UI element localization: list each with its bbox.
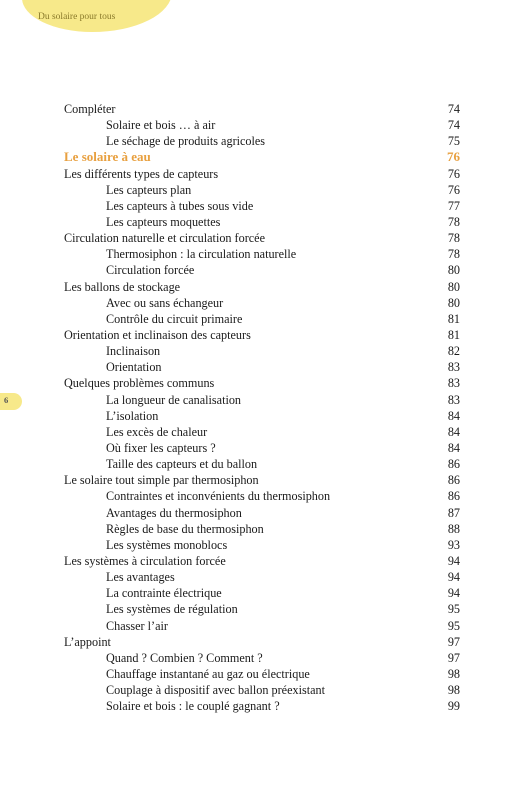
- toc-entry-page: 77: [447, 198, 460, 213]
- toc-entry-title: L’isolation: [106, 408, 159, 423]
- toc-entry-title: Compléter: [64, 102, 116, 116]
- toc-entry: [64, 359, 460, 375]
- toc-entry-page: 80: [447, 263, 460, 278]
- toc-entry: [64, 618, 460, 634]
- toc-entry-page: 81: [447, 311, 460, 326]
- toc-entry-title: Règles de base du thermosiphon: [106, 521, 264, 536]
- toc-entry-page: 97: [447, 634, 460, 649]
- toc-entry-page: 74: [447, 102, 460, 116]
- toc-entry-page: 86: [447, 457, 460, 472]
- toc-entry-title: Solaire et bois : le couplé gagnant ?: [106, 699, 280, 714]
- toc-entry-title: Le solaire à eau: [64, 149, 151, 165]
- toc-entry: [64, 408, 460, 424]
- toc-entry: [64, 392, 460, 408]
- toc-entry: [64, 585, 460, 601]
- toc-entry: [64, 472, 460, 488]
- toc-entry-page: 81: [447, 327, 460, 342]
- toc-entry: [64, 343, 460, 359]
- toc-entry-title: Quelques problèmes communs: [64, 376, 215, 391]
- toc-entry: [64, 424, 460, 440]
- toc-entry-page: 74: [447, 118, 460, 133]
- toc-entry-page: 84: [447, 424, 460, 439]
- toc-entry-page: 83: [447, 376, 460, 391]
- toc-entry-page: 94: [447, 586, 460, 601]
- toc-entry: [64, 295, 460, 311]
- toc-entry-title: Orientation: [106, 360, 162, 375]
- toc-entry-page: 86: [447, 473, 460, 488]
- toc-entry-title: Inclinaison: [106, 344, 161, 359]
- toc-entry: [64, 601, 460, 617]
- toc-entry: [64, 537, 460, 553]
- toc-entry-page: 84: [447, 440, 460, 455]
- toc-entry: [64, 505, 460, 521]
- toc-entry-page: 80: [447, 295, 460, 310]
- toc-entry: [64, 230, 460, 246]
- toc-entry-title: Avantages du thermosiphon: [106, 505, 242, 520]
- toc-entry: [64, 666, 460, 682]
- toc-entry-title: Le solaire tout simple par thermosiphon: [64, 473, 259, 488]
- toc-entry-title: Taille des capteurs et du ballon: [106, 457, 258, 472]
- toc-entry: [64, 117, 460, 133]
- toc-entry: [64, 101, 460, 117]
- toc-entry-title: Solaire et bois … à air: [106, 118, 216, 133]
- toc-entry-title: Les capteurs moquettes: [106, 214, 221, 229]
- toc-entry-page: 75: [447, 134, 460, 149]
- toc-entry-page: 95: [447, 602, 460, 617]
- toc-entry-title: La longueur de canalisation: [106, 392, 242, 407]
- toc-entry: [64, 166, 460, 182]
- toc-entry-title: Le séchage de produits agricoles: [106, 134, 266, 149]
- toc-entry-page: 83: [447, 360, 460, 375]
- toc-entry-page: 86: [447, 489, 460, 504]
- toc-entry: [64, 440, 460, 456]
- toc-entry-page: 80: [447, 279, 460, 294]
- toc-entry: [64, 698, 460, 714]
- toc-entry-page: 97: [447, 650, 460, 665]
- toc-entry-title: Contrôle du circuit primaire: [106, 311, 243, 326]
- toc-entry-page: 78: [447, 214, 460, 229]
- toc-entry-title: Les ballons de stockage: [64, 279, 181, 294]
- toc-entry: [64, 650, 460, 666]
- toc-entry-title: Les systèmes monoblocs: [106, 537, 228, 552]
- toc-entry: [64, 214, 460, 230]
- toc-entry: [64, 375, 460, 391]
- toc-entry-title: La contrainte électrique: [106, 586, 222, 601]
- toc-entry: [64, 246, 460, 262]
- toc-entry-page: 95: [447, 618, 460, 633]
- toc-entry-title: Quand ? Combien ? Comment ?: [106, 650, 263, 665]
- toc-entry-title: Circulation naturelle et circulation forcée: [64, 231, 265, 246]
- toc-entry-title: Les capteurs à tubes sous vide: [106, 198, 254, 213]
- toc-entry-title: Les systèmes à circulation forcée: [64, 553, 226, 568]
- toc-entry: [64, 569, 460, 585]
- toc-entry: [64, 198, 460, 214]
- toc-entry-title: Circulation forcée: [106, 263, 195, 278]
- toc-entry-page: 98: [447, 666, 460, 681]
- toc-entry-page: 84: [447, 408, 460, 423]
- toc-entry-title: Les avantages: [106, 570, 175, 585]
- toc-entry-page: 78: [447, 231, 460, 246]
- toc-entry-title: Avec ou sans échangeur: [106, 295, 224, 310]
- toc-entry-title: Les capteurs plan: [106, 182, 192, 197]
- toc-entry-page: 76: [447, 149, 460, 165]
- toc-entry: [64, 521, 460, 537]
- toc-entry-page: 94: [447, 553, 460, 568]
- toc-entry: [64, 682, 460, 698]
- toc-entry-page: 88: [447, 521, 460, 536]
- toc-entry: [64, 279, 460, 295]
- toc-entry-title: Thermosiphon : la circulation naturelle: [106, 247, 297, 262]
- toc-entry: [64, 133, 460, 149]
- toc-entry-title: Chasser l’air: [106, 618, 168, 633]
- toc-entry: [64, 262, 460, 278]
- toc-entry-title: L’appoint: [64, 634, 111, 649]
- toc-entry-page: 94: [447, 570, 460, 585]
- table-of-contents: [64, 101, 460, 714]
- running-title: Du solaire pour tous: [38, 12, 116, 22]
- toc-entry-page: 76: [447, 182, 460, 197]
- toc-entry-title: Les excès de chaleur: [106, 424, 208, 439]
- toc-entry-page: 76: [447, 166, 460, 181]
- toc-entry-page: 98: [447, 683, 460, 698]
- toc-entry-title: Couplage à dispositif avec ballon préexistant: [106, 683, 325, 698]
- toc-entry: [64, 182, 460, 198]
- toc-entry-title: Contraintes et inconvénients du thermosiphon: [106, 489, 331, 504]
- toc-entry-page: 82: [447, 344, 460, 359]
- toc-entry: [64, 311, 460, 327]
- toc-entry-page: 99: [447, 699, 460, 714]
- toc-entry: [64, 488, 460, 504]
- toc-entry-title: Chauffage instantané au gaz ou électrique: [106, 666, 310, 681]
- toc-entry-page: 93: [447, 537, 460, 552]
- toc-entry-page: 87: [447, 505, 460, 520]
- toc-entry: [64, 456, 460, 472]
- toc-entry-title: Les systèmes de régulation: [106, 602, 238, 617]
- toc-entry-title: Orientation et inclinaison des capteurs: [64, 327, 251, 342]
- toc-entry: [64, 634, 460, 650]
- toc-entry-title: Les différents types de capteurs: [64, 166, 219, 181]
- toc-entry: [64, 327, 460, 343]
- toc-entry-title: Où fixer les capteurs ?: [106, 440, 216, 455]
- toc-entry-page: 78: [447, 247, 460, 262]
- toc-entry: [64, 553, 460, 569]
- page-number-tab: [0, 393, 22, 410]
- page-number: 6: [4, 395, 9, 405]
- toc-section-heading: [64, 149, 460, 165]
- toc-entry-page: 83: [447, 392, 460, 407]
